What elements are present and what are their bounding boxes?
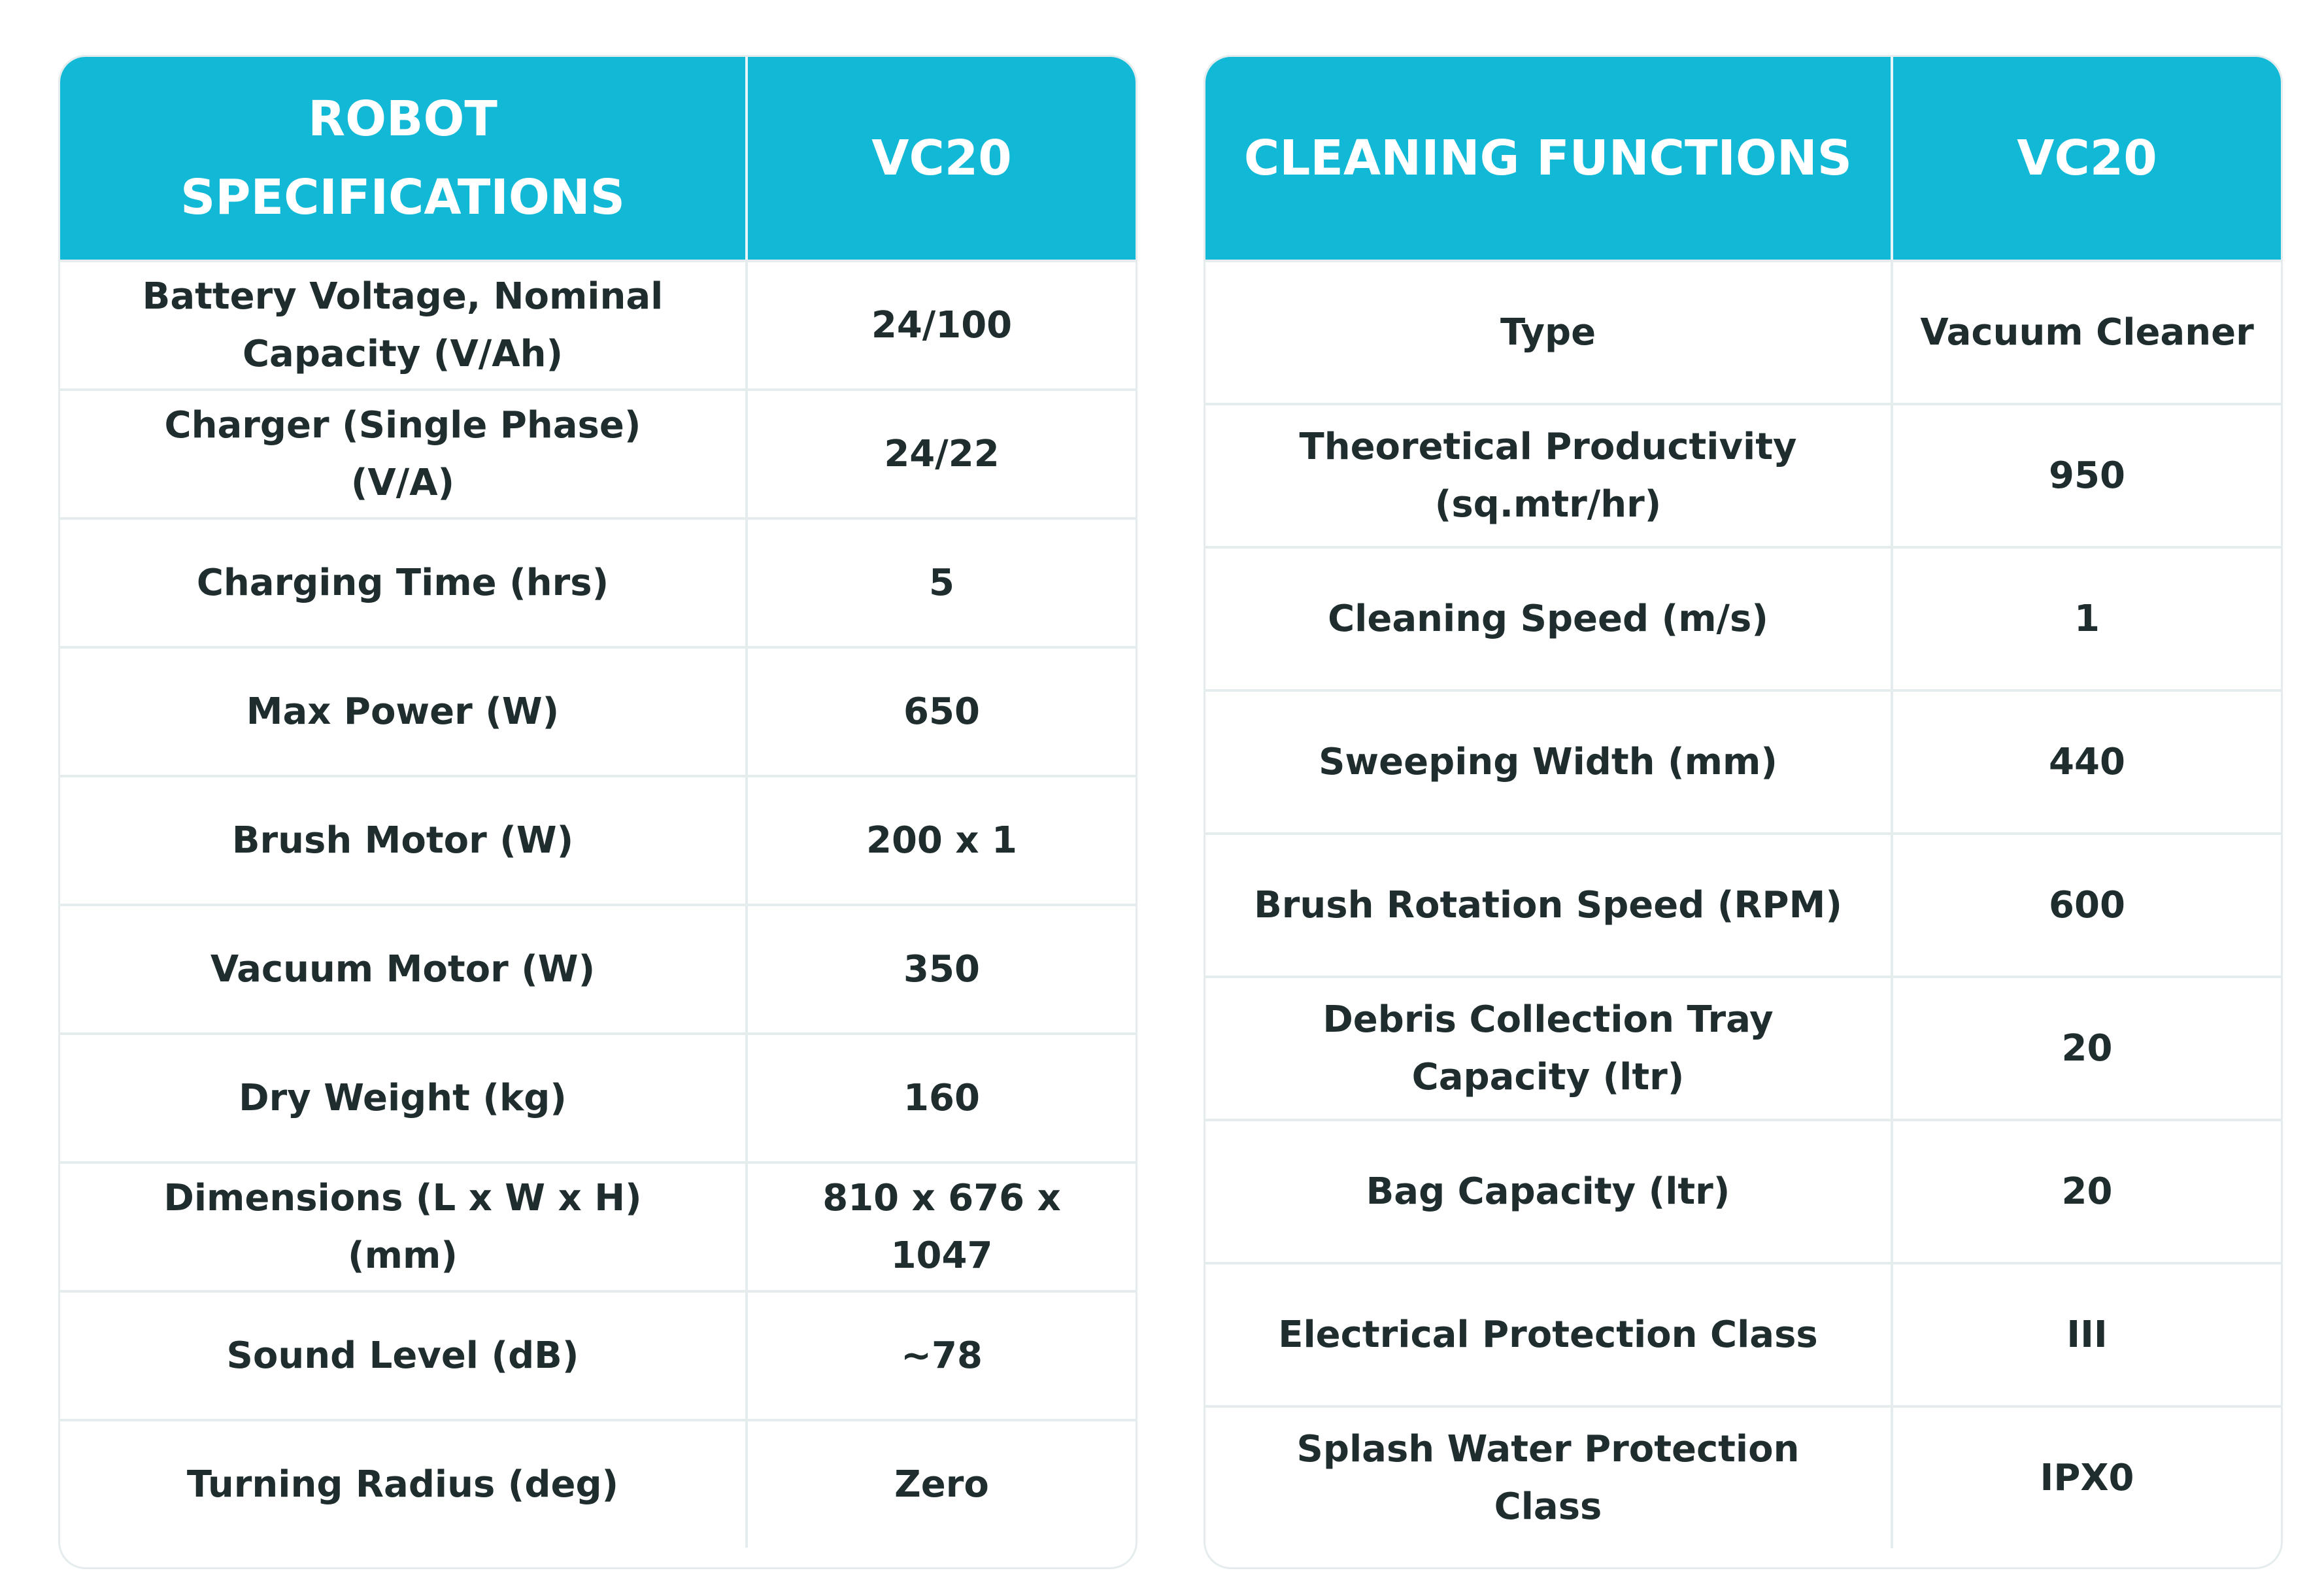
table-row xyxy=(60,1161,1136,1290)
row-value-cell xyxy=(1891,1265,2281,1405)
table-row xyxy=(60,775,1136,904)
row-value-cell xyxy=(1891,835,2281,976)
row-label: Debris Collection Tray Capacity (ltr) xyxy=(1322,998,1774,1098)
header-label: ROBOT SPECIFICATIONS xyxy=(180,91,625,226)
row-label-cell xyxy=(60,777,745,904)
row-label: Charger (Single Phase) (V/A) xyxy=(164,403,641,504)
row-value: 5 xyxy=(929,561,954,604)
table-row xyxy=(60,1032,1136,1161)
row-label-cell xyxy=(60,906,745,1032)
row-label: Type xyxy=(1500,311,1596,354)
header-label-cell xyxy=(1205,57,1891,260)
row-label: Cleaning Speed (m/s) xyxy=(1328,597,1768,640)
table-row xyxy=(60,1290,1136,1419)
header-model: VC20 xyxy=(871,130,1012,186)
row-value: Vacuum Cleaner xyxy=(1920,311,2254,354)
row-value: 24/22 xyxy=(884,432,1000,475)
row-label: Splash Water Protection Class xyxy=(1296,1427,1800,1528)
row-value: 810 x 676 x 1047 xyxy=(822,1176,1061,1277)
table-row xyxy=(1205,260,2281,403)
row-value-cell xyxy=(1891,1121,2281,1262)
row-value-cell xyxy=(1891,692,2281,832)
table-body xyxy=(1205,260,2281,1548)
row-value: 20 xyxy=(2061,1170,2113,1213)
row-label: Battery Voltage, Nominal Capacity (V/Ah) xyxy=(142,275,664,375)
header-value-cell xyxy=(1891,57,2281,260)
row-label: Dimensions (L x W x H) (mm) xyxy=(163,1176,642,1277)
row-value: 440 xyxy=(2049,740,2125,783)
row-value-cell xyxy=(745,1035,1136,1161)
row-label: Brush Motor (W) xyxy=(231,819,574,862)
row-label-cell xyxy=(60,1293,745,1419)
row-label-cell xyxy=(60,1035,745,1161)
row-value: 20 xyxy=(2061,1027,2113,1070)
row-label-cell xyxy=(60,1164,745,1290)
row-value: 650 xyxy=(903,690,980,733)
table-row xyxy=(1205,1405,2281,1548)
row-value-cell xyxy=(745,1293,1136,1419)
row-label-cell xyxy=(1205,549,1891,689)
row-label-cell xyxy=(1205,1265,1891,1405)
row-value: 200 x 1 xyxy=(866,819,1017,862)
cleaning-functions-table xyxy=(1204,55,2283,1569)
header-label-cell xyxy=(60,57,745,260)
table-row xyxy=(1205,976,2281,1119)
row-label: Vacuum Motor (W) xyxy=(210,947,596,991)
robot-specifications-table xyxy=(58,55,1137,1569)
row-value-cell xyxy=(745,1421,1136,1548)
table-row xyxy=(60,517,1136,646)
table-body xyxy=(60,260,1136,1548)
row-value-cell xyxy=(1891,1408,2281,1548)
row-label: Turning Radius (deg) xyxy=(186,1463,619,1506)
row-value-cell xyxy=(1891,262,2281,403)
row-label-cell xyxy=(60,391,745,517)
table-row xyxy=(60,1419,1136,1548)
table-row xyxy=(1205,1119,2281,1262)
row-label: Theoretical Productivity (sq.mtr/hr) xyxy=(1299,425,1797,526)
row-label: Sound Level (dB) xyxy=(226,1334,579,1377)
header-model: VC20 xyxy=(2017,130,2157,186)
table-row xyxy=(60,260,1136,388)
row-label: Dry Weight (kg) xyxy=(239,1076,567,1119)
table-row xyxy=(1205,403,2281,546)
table-row xyxy=(60,388,1136,517)
row-value-cell xyxy=(745,906,1136,1032)
row-label-cell xyxy=(1205,835,1891,976)
table-row xyxy=(1205,1262,2281,1405)
row-value: 1 xyxy=(2074,597,2100,640)
row-label: Electrical Protection Class xyxy=(1278,1313,1818,1356)
table-row xyxy=(1205,689,2281,832)
table-header xyxy=(60,57,1136,260)
row-label: Sweeping Width (mm) xyxy=(1319,740,1777,783)
row-value: 950 xyxy=(2049,454,2125,497)
table-row xyxy=(1205,832,2281,976)
row-value-cell xyxy=(745,262,1136,388)
row-label: Max Power (W) xyxy=(246,690,560,733)
row-label-cell xyxy=(1205,1121,1891,1262)
row-label-cell xyxy=(1205,262,1891,403)
row-label-cell xyxy=(1205,978,1891,1119)
row-value: 600 xyxy=(2049,883,2125,926)
row-label: Charging Time (hrs) xyxy=(196,561,609,604)
header-label: CLEANING FUNCTIONS xyxy=(1243,130,1853,186)
row-value-cell xyxy=(745,391,1136,517)
table-header xyxy=(1205,57,2281,260)
table-row xyxy=(1205,546,2281,689)
row-value: 24/100 xyxy=(871,303,1013,347)
row-label-cell xyxy=(1205,405,1891,546)
header-value-cell xyxy=(745,57,1136,260)
row-label-cell xyxy=(1205,692,1891,832)
row-value-cell xyxy=(745,649,1136,775)
row-value: Zero xyxy=(894,1463,989,1506)
row-label: Bag Capacity (ltr) xyxy=(1366,1170,1730,1213)
row-value: IPX0 xyxy=(2040,1456,2134,1499)
row-value-cell xyxy=(1891,405,2281,546)
row-value-cell xyxy=(745,777,1136,904)
row-label-cell xyxy=(60,1421,745,1548)
row-label: Brush Rotation Speed (RPM) xyxy=(1254,883,1842,926)
row-value-cell xyxy=(745,520,1136,646)
row-value-cell xyxy=(1891,978,2281,1119)
row-value: 350 xyxy=(903,947,980,991)
table-row xyxy=(60,646,1136,775)
row-value: III xyxy=(2066,1313,2108,1356)
row-value: 160 xyxy=(903,1076,980,1119)
row-label-cell xyxy=(60,649,745,775)
row-label-cell xyxy=(1205,1408,1891,1548)
row-label-cell xyxy=(60,520,745,646)
row-value-cell xyxy=(745,1164,1136,1290)
row-value: ~78 xyxy=(901,1334,983,1377)
row-label-cell xyxy=(60,262,745,388)
row-value-cell xyxy=(1891,549,2281,689)
table-row xyxy=(60,904,1136,1032)
